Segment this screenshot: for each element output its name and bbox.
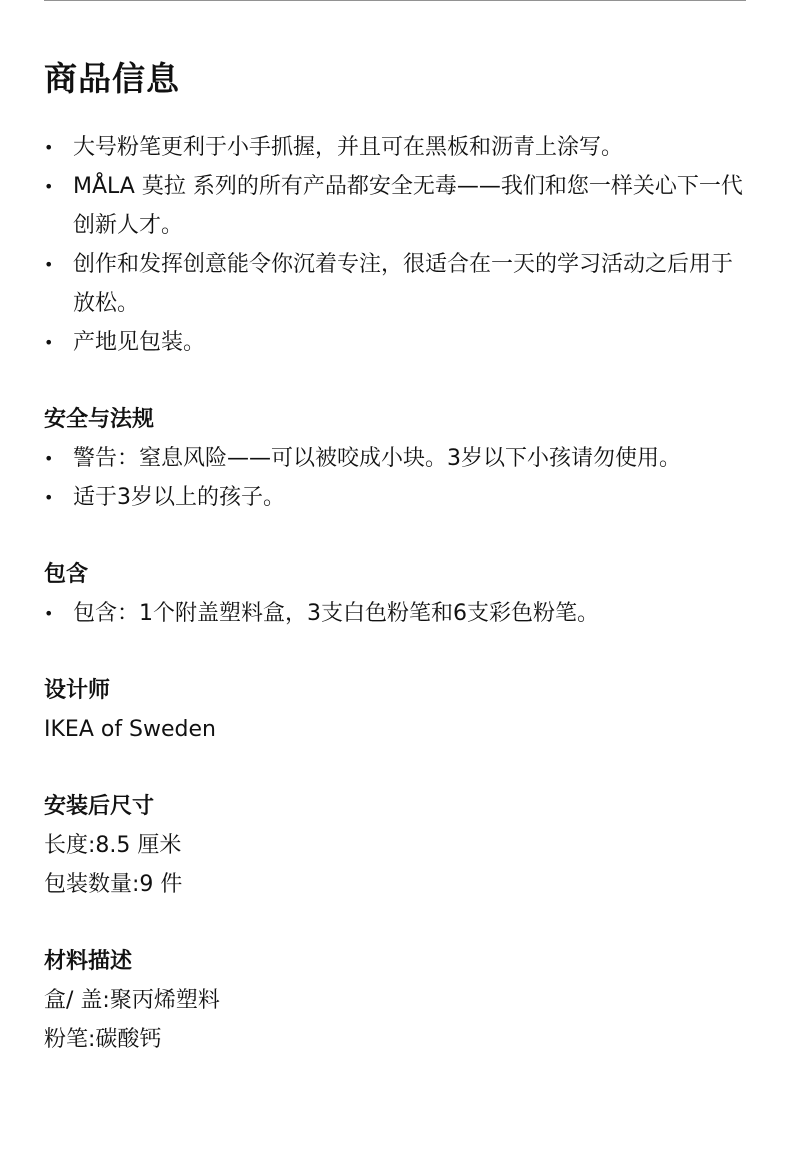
safety-list: [44, 439, 746, 517]
material-chalk: 粉笔:碳酸钙: [44, 1027, 162, 1052]
contents-list: [44, 594, 746, 633]
designer-section: [44, 671, 746, 749]
contents-section: [44, 555, 746, 633]
list-item: • 创作和发挥创意能令你沉着专注，很适合在一天的学习活动之后用于放松。: [44, 245, 746, 323]
top-divider: [44, 0, 746, 1]
list-item: • MÅLA 莫拉 系列的所有产品都安全无毒——我们和您一样关心下一代创新人才。: [44, 167, 746, 245]
product-info-list: [44, 128, 746, 362]
list-item: • 大号粉笔更利于小手抓握，并且可在黑板和沥青上涂写。: [44, 128, 746, 167]
material-box-lid: 盒/ 盖:聚丙烯塑料: [44, 988, 220, 1013]
dimensions-heading: 安装后尺寸: [44, 794, 155, 819]
list-item: • 警告：窒息风险——可以被咬成小块。3岁以下小孩请勿使用。: [44, 439, 746, 478]
product-details: [44, 52, 746, 1059]
page-title: 商品信息: [44, 59, 180, 98]
materials-section: [44, 942, 746, 1059]
list-item: • 产地见包装。: [44, 323, 746, 362]
list-item: • 包含：1个附盖塑料盒，3支白色粉笔和6支彩色粉笔。: [44, 594, 746, 633]
package-quantity: 包装数量:9 件: [44, 872, 183, 897]
safety-section: [44, 400, 746, 517]
dimensions-section: [44, 787, 746, 904]
dimension-length: 长度:8.5 厘米: [44, 833, 182, 858]
materials-heading: 材料描述: [44, 949, 133, 974]
list-item: • 适于3岁以上的孩子。: [44, 478, 746, 517]
contents-heading: 包含: [44, 562, 89, 587]
designer-value: IKEA of Sweden: [44, 717, 216, 742]
designer-heading: 设计师: [44, 678, 111, 703]
safety-heading: 安全与法规: [44, 407, 155, 432]
